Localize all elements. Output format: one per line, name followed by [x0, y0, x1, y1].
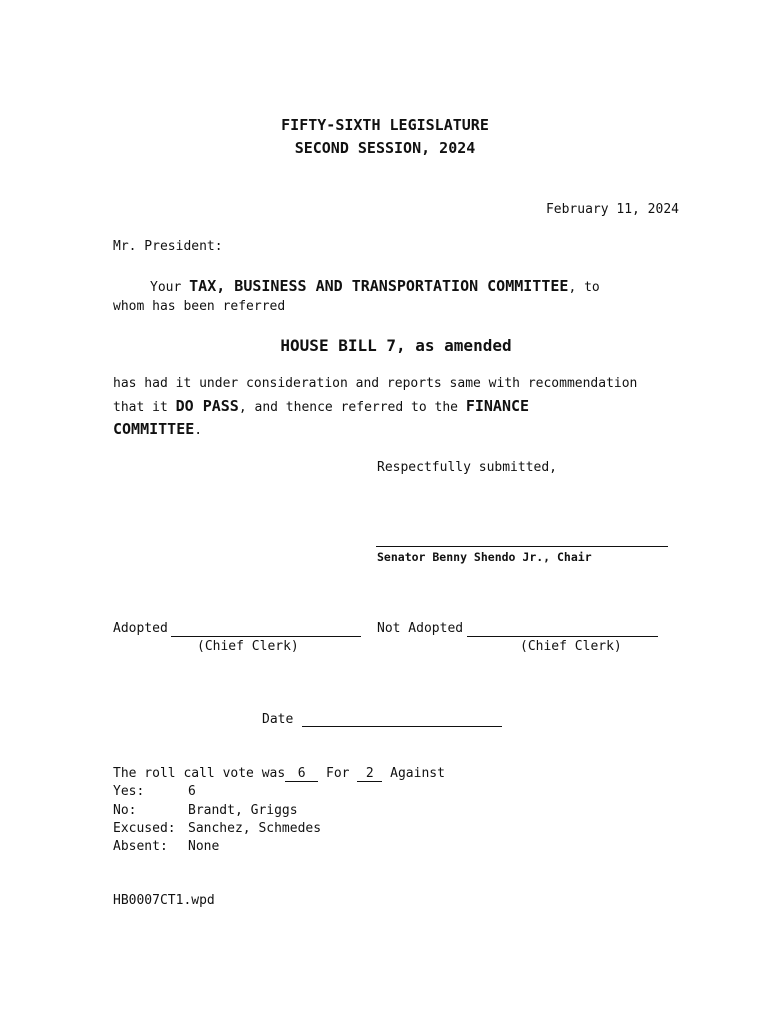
intro-line-1 [150, 277, 600, 295]
signer-name: Senator Benny Shendo Jr., Chair [377, 550, 592, 564]
report-line-2 [113, 397, 529, 415]
committee-name: TAX, BUSINESS AND TRANSPORTATION COMMITTEE [189, 277, 569, 295]
file-name: HB0007CT1.wpd [113, 893, 215, 908]
roll-call-line [113, 766, 445, 782]
excused-value: Sanchez, Schmedes [188, 821, 322, 836]
adopted-line [171, 636, 361, 637]
date-label: Date [262, 712, 294, 727]
not-adopted-clerk: (Chief Clerk) [520, 639, 622, 654]
excused-label: Excused: [113, 821, 176, 836]
legislature-title: FIFTY-SIXTH LEGISLATURE [281, 116, 489, 134]
absent-label: Absent: [113, 839, 168, 854]
report-period: . [194, 423, 203, 438]
bill-title: HOUSE BILL 7, as amended [280, 336, 512, 355]
for-label: For [318, 766, 358, 781]
no-label: No: [113, 803, 137, 818]
against-label: Against [382, 766, 445, 781]
report-prefix: that it [113, 400, 176, 415]
salutation: Mr. President: [113, 239, 223, 254]
report-mid: , and thence referred to the [238, 400, 466, 415]
absent-value: None [188, 839, 220, 854]
signature-line [376, 546, 668, 547]
session-title: SECOND SESSION, 2024 [294, 139, 476, 157]
report-line-1: has had it under consideration and reports same with recommendation [113, 376, 638, 391]
intro-prefix: Your [150, 280, 190, 295]
report-date: February 11, 2024 [545, 202, 679, 217]
against-count: 2 [357, 766, 382, 782]
yes-label: Yes: [113, 784, 145, 799]
yes-value: 6 [188, 784, 196, 799]
no-value: Brandt, Griggs [188, 803, 298, 818]
intro-line-2: whom has been referred [113, 299, 286, 314]
adopted-clerk: (Chief Clerk) [197, 639, 299, 654]
referred-committee-1: FINANCE [465, 397, 530, 415]
roll-call-prefix: The roll call vote was [113, 766, 286, 781]
recommendation: DO PASS [175, 397, 239, 415]
not-adopted-label: Not Adopted [377, 621, 464, 636]
for-count: 6 [285, 766, 318, 782]
report-line-3 [113, 420, 202, 438]
intro-suffix: , to [568, 280, 600, 295]
not-adopted-line [467, 636, 658, 637]
referred-committee-2: COMMITTEE [113, 420, 195, 438]
closing: Respectfully submitted, [377, 460, 558, 475]
date-line [302, 726, 502, 727]
adopted-label: Adopted [113, 621, 168, 636]
